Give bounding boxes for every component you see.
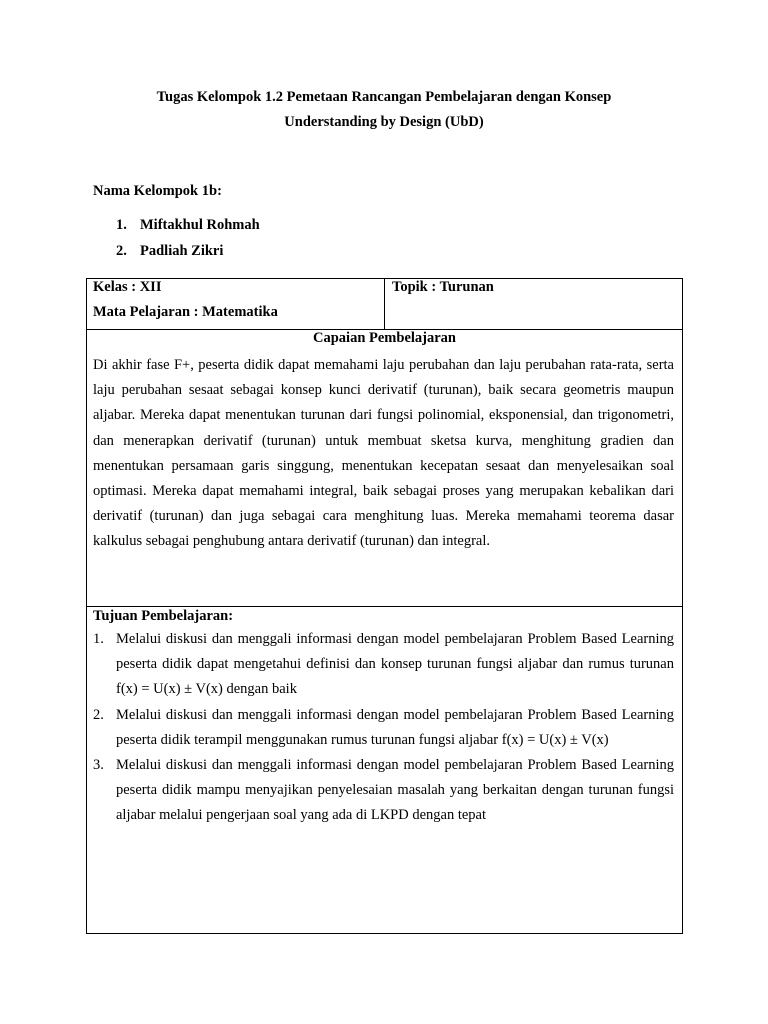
learning-outcome-text: Di akhir fase F+, peserta didik dapat memahami laju perubahan dan laju perubahan rata-rata, serta laju perubahan sesaat sebagai konsep kunci derivatif (turunan), baik secara geometris maupun aljabar. Mereka dapat menentukan turunan dari fungsi polinomial, eksponensial, dan trigonometri, dan menerapkan derivatif (turunan) untuk membuat sketsa kurva, menghitung gradien dan menentukan persamaan garis singgung, menentukan kecepatan sesaat dan menyelesaikan soal optimasi. Mereka dapat memahami integral, baik sebagai proses yang merupakan kebalikan dari derivatif (turunan) dan juga sebagai cara menghitung luas. Mereka memahami teorema dasar kalkulus sebagai penghubung antara derivatif (turunan) dan integral. bbox=[93, 357, 674, 550]
member-number: 2. bbox=[116, 243, 127, 259]
member-number: 1. bbox=[116, 217, 127, 233]
list-item bbox=[116, 216, 260, 242]
group-label: Nama Kelompok 1b: bbox=[93, 183, 222, 199]
lesson-table bbox=[86, 278, 683, 934]
member-list bbox=[116, 216, 260, 268]
list-item bbox=[93, 627, 674, 703]
objective-number: 2. bbox=[93, 706, 104, 723]
document-title-line-2: Understanding by Design (UbD) bbox=[284, 114, 484, 130]
list-item bbox=[93, 753, 674, 829]
list-item bbox=[116, 242, 260, 268]
objective-text: Melalui diskusi dan menggali informasi dengan model pembelajaran Problem Based Learning peserta didik dapat mengetahui definisi dan konsep turunan fungsi aljabar dan rumus turunan f(x) = U(x) ± V(x) dengan baik bbox=[116, 631, 674, 698]
member-name: Padliah Zikri bbox=[140, 243, 224, 259]
learning-outcome-section bbox=[87, 329, 682, 607]
objective-number: 3. bbox=[93, 757, 104, 774]
table-row-header bbox=[87, 279, 682, 330]
list-item bbox=[93, 703, 674, 753]
learning-outcome-heading: Capaian Pembelajaran bbox=[313, 330, 456, 346]
learning-objectives-heading: Tujuan Pembelajaran: bbox=[93, 608, 234, 624]
topic-label: Topik : Turunan bbox=[392, 279, 494, 295]
subject-label: Mata Pelajaran : Matematika bbox=[93, 304, 278, 320]
document-title-line-1: Tugas Kelompok 1.2 Pemetaan Rancangan Pembelajaran dengan Konsep bbox=[156, 89, 612, 105]
objective-text: Melalui diskusi dan menggali informasi dengan model pembelajaran Problem Based Learning peserta didik mampu menyajikan penyelesaian masalah yang berkaitan dengan turunan fungsi aljabar melalui pengerjaan soal yang ada di LKPD dengan tepat bbox=[116, 757, 674, 824]
objectives-list bbox=[93, 627, 674, 829]
learning-objectives-section bbox=[87, 607, 682, 933]
class-label: Kelas : XII bbox=[93, 279, 162, 295]
member-name: Miftakhul Rohmah bbox=[140, 217, 260, 233]
class-subject-cell bbox=[87, 279, 385, 329]
objective-text: Melalui diskusi dan menggali informasi dengan model pembelajaran Problem Based Learning peserta didik terampil menggunakan rumus turunan fungsi aljabar f(x) = U(x) ± V(x) bbox=[116, 706, 674, 748]
objective-number: 1. bbox=[93, 631, 104, 647]
